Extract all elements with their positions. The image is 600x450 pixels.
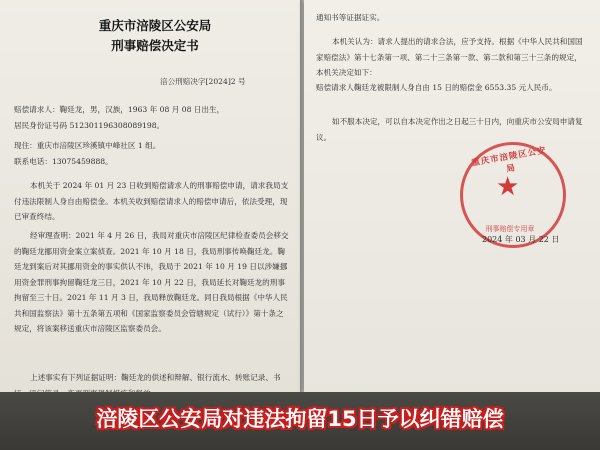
appeal-paragraph: 如不服本决定，可以自本决定作出之日起三十日内，向重庆市公安局申请复议。 [316,117,583,142]
decision-date: 2024 年 03 月 22 日 [482,235,560,244]
address-field: 现住：重庆市涪陵区珍溪镇中峰社区 1 组。 [14,141,161,150]
doc-title-agency: 重庆市涪陵区公安局 [98,18,212,33]
id-number-field: 居民身份证号码 512301196308089198。 [14,121,165,130]
seal-agency-text: 重庆市涪陵区公安局 [470,145,548,175]
acceptance-paragraph: 本机关于 2024 年 01 月 23 日收到赔偿请求人的刑事赔偿申请，请求我局支付违法限制人身自由赔偿金。本机关收到赔偿请求人的赔偿申请后，依法受理，现已审查终结。 [14,181,289,221]
seal-sub-text: 刑事赔偿专用章 [485,225,535,233]
evidence-continuation: 通知书等证据证实。 [316,13,385,22]
left-document-page [0,0,302,392]
opinion-paragraph: 本机关认为：请求人提出的请求合法，应予支持。根据《中华人民共和国国家赔偿法》第十七条第一项、第二十三条第一款、第二款和第三十三条的规定，本机关决定如下： [316,37,583,77]
evidence-paragraph: 上述事实有下列证据证明：鞠廷龙的供述和辩解、银行流水、转账记录、书 [30,373,281,382]
seal-star-icon: ★ [496,172,520,202]
phone-field: 联系电话：13075459888。 [14,157,113,166]
decision-paragraph: 赔偿请求人鞠廷龙被限制人身自由 15 日的赔偿金 6553.35 元人民币。 [316,83,557,92]
findings-paragraph: 经审理查明：2021 年 4 月 26 日，我局对重庆市涪陵区纪律检查委员会移交的鞠廷龙挪用资金案立案侦查。2021 年 10 月 18 日，我局刑事传唤鞠廷龙。鞠廷龙到案后对其挪用资金的事实供认不讳，我局于 2021 年 10 月 19 日以涉嫌挪用资金罪刑事拘留鞠廷龙三日，2021 年 10 月 22 日，我局延长对鞠廷龙的刑事拘留至三十日。2021 年 11 月 3 日，我局释放鞠廷龙。同日我局根据《中华人民共和国监察法》第十五条第五项和《国家监察委员会管辖规定（试行）》第十条之规定，将该案移送重庆市涪陵区监察委员会。 [14,231,289,333]
doc-number: 涪公刑赔决字[2024]2 号 [160,77,246,86]
doc-title: 刑事赔偿决定书 [111,38,199,53]
headline-caption: 涪陵区公安局对违法拘留15日予以纠错赔偿 [96,407,504,431]
claimant-field: 赔偿请求人：鞠廷龙，男，汉族，1963 年 08 月 08 日出生， [14,105,225,114]
